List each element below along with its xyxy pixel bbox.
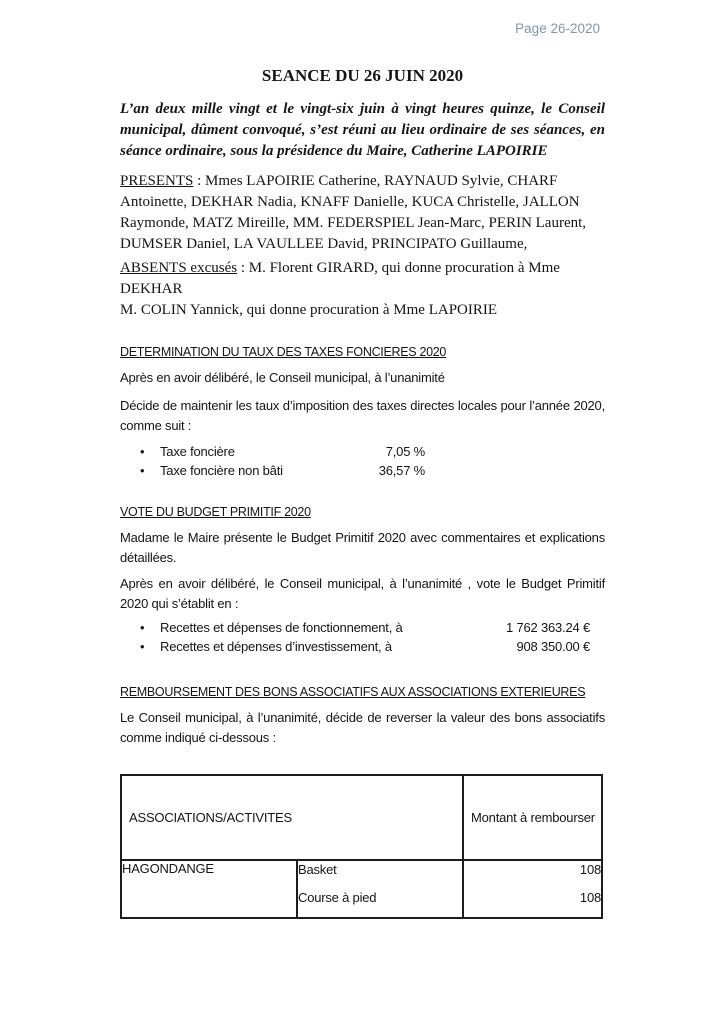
section-heading-budget: VOTE DU BUDGET PRIMITIF 2020 <box>120 505 311 519</box>
budget-amount-list <box>120 618 605 656</box>
budget-value: 908 350.00 € <box>516 639 590 654</box>
taxes-paragraph-1: Après en avoir délibéré, le Conseil municipal, à l’unanimité <box>120 370 445 385</box>
reimbursement-paragraph-1: Le Conseil municipal, à l’unanimité, décide de reverser la valeur des bons associatifs comme indiqué ci-dessous : <box>120 710 605 745</box>
absents-paragraph <box>120 258 605 321</box>
bullet-icon: • <box>140 463 145 478</box>
absents-names-line1: M. Florent GIRARD, qui donne procuration à Mme DEKHAR <box>120 260 560 297</box>
taxes-paragraph-2: Décide de maintenir les taux d’imposition des taxes directes locales pour l’année 2020, comme suit : <box>120 398 605 433</box>
table-row <box>121 860 602 918</box>
budget-value: 1 762 363.24 € <box>506 620 590 635</box>
preamble-paragraph: L’an deux mille vingt et le vingt-six juin à vingt heures quinze, le Conseil municipal, dûment convoqué, s’est réuni au lieu ordinaire de ses séances, en séance ordinaire, sous la présidence du Maire, Catherine LAPOIRIE <box>120 101 605 159</box>
amount-line: 108 <box>579 890 602 905</box>
association-cell: HAGONDANGE <box>121 860 297 918</box>
section-heading-taxes: DETERMINATION DU TAUX DES TAXES FONCIERES 2020 <box>120 345 447 359</box>
budget-paragraph-1: Madame le Maire présente le Budget Primitif 2020 avec commentaires et explications détaillées. <box>120 530 605 565</box>
absents-names-line2: M. COLIN Yannick, qui donne procuration à Mme LAPOIRIE <box>120 302 498 318</box>
activity-line: Course à pied <box>298 890 377 905</box>
presents-separator: : <box>193 173 206 189</box>
page-number-label: Page 26-2020 <box>515 21 600 36</box>
budget-paragraph-2: Après en avoir délibéré, le Conseil municipal, à l’unanimité , vote le Budget Primitif 2020 qui s’établit en : <box>120 576 605 611</box>
presents-label: PRESENTS <box>120 173 194 189</box>
tax-label: Taxe foncière non bâti <box>160 463 283 478</box>
amount-line: 108 <box>579 862 602 877</box>
section-heading-reimbursement: REMBOURSEMENT DES BONS ASSOCIATIFS AUX ASSOCIATIONS EXTERIEURES <box>120 685 586 699</box>
tax-value: 7,05 % <box>385 444 425 459</box>
budget-label: Recettes et dépenses d’investissement, à <box>160 639 392 654</box>
table-header-row <box>121 775 602 860</box>
presents-names: Mmes LAPOIRIE Catherine, RAYNAUD Sylvie, CHARF Antoinette, DEKHAR Nadia, KNAFF Danielle, KUCA Christelle, JALLON Raymonde, MATZ Mireille, MM. FEDERSPIEL Jean-Marc, PERIN Laurent, DUMSER Daniel, LA VAULLEE David, PRINCIPATO Guillaume, <box>120 173 587 252</box>
budget-amount-item <box>120 637 605 656</box>
document-content <box>120 0 605 919</box>
budget-amount-item <box>120 618 605 637</box>
tax-label: Taxe foncière <box>160 444 235 459</box>
tax-value: 36,57 % <box>378 463 425 478</box>
bullet-icon: • <box>140 620 145 635</box>
table-header-montant: Montant à rembourser <box>463 775 602 860</box>
bullet-icon: • <box>140 639 145 654</box>
absents-label: ABSENTS excusés <box>120 260 238 276</box>
absents-separator: : <box>237 260 249 276</box>
activities-cell <box>297 860 463 918</box>
budget-label: Recettes et dépenses de fonctionnement, à <box>160 620 403 635</box>
amounts-cell <box>463 860 602 918</box>
presents-paragraph <box>120 171 605 255</box>
tax-rate-item <box>120 442 605 461</box>
table-header-associations: ASSOCIATIONS/ACTIVITES <box>121 775 463 860</box>
bullet-icon: • <box>140 444 145 459</box>
reimbursement-table <box>120 774 603 919</box>
page-title: SEANCE DU 26 JUIN 2020 <box>261 66 464 85</box>
tax-rate-item <box>120 461 605 480</box>
tax-rate-list <box>120 442 605 480</box>
activity-line: Basket <box>298 862 337 877</box>
